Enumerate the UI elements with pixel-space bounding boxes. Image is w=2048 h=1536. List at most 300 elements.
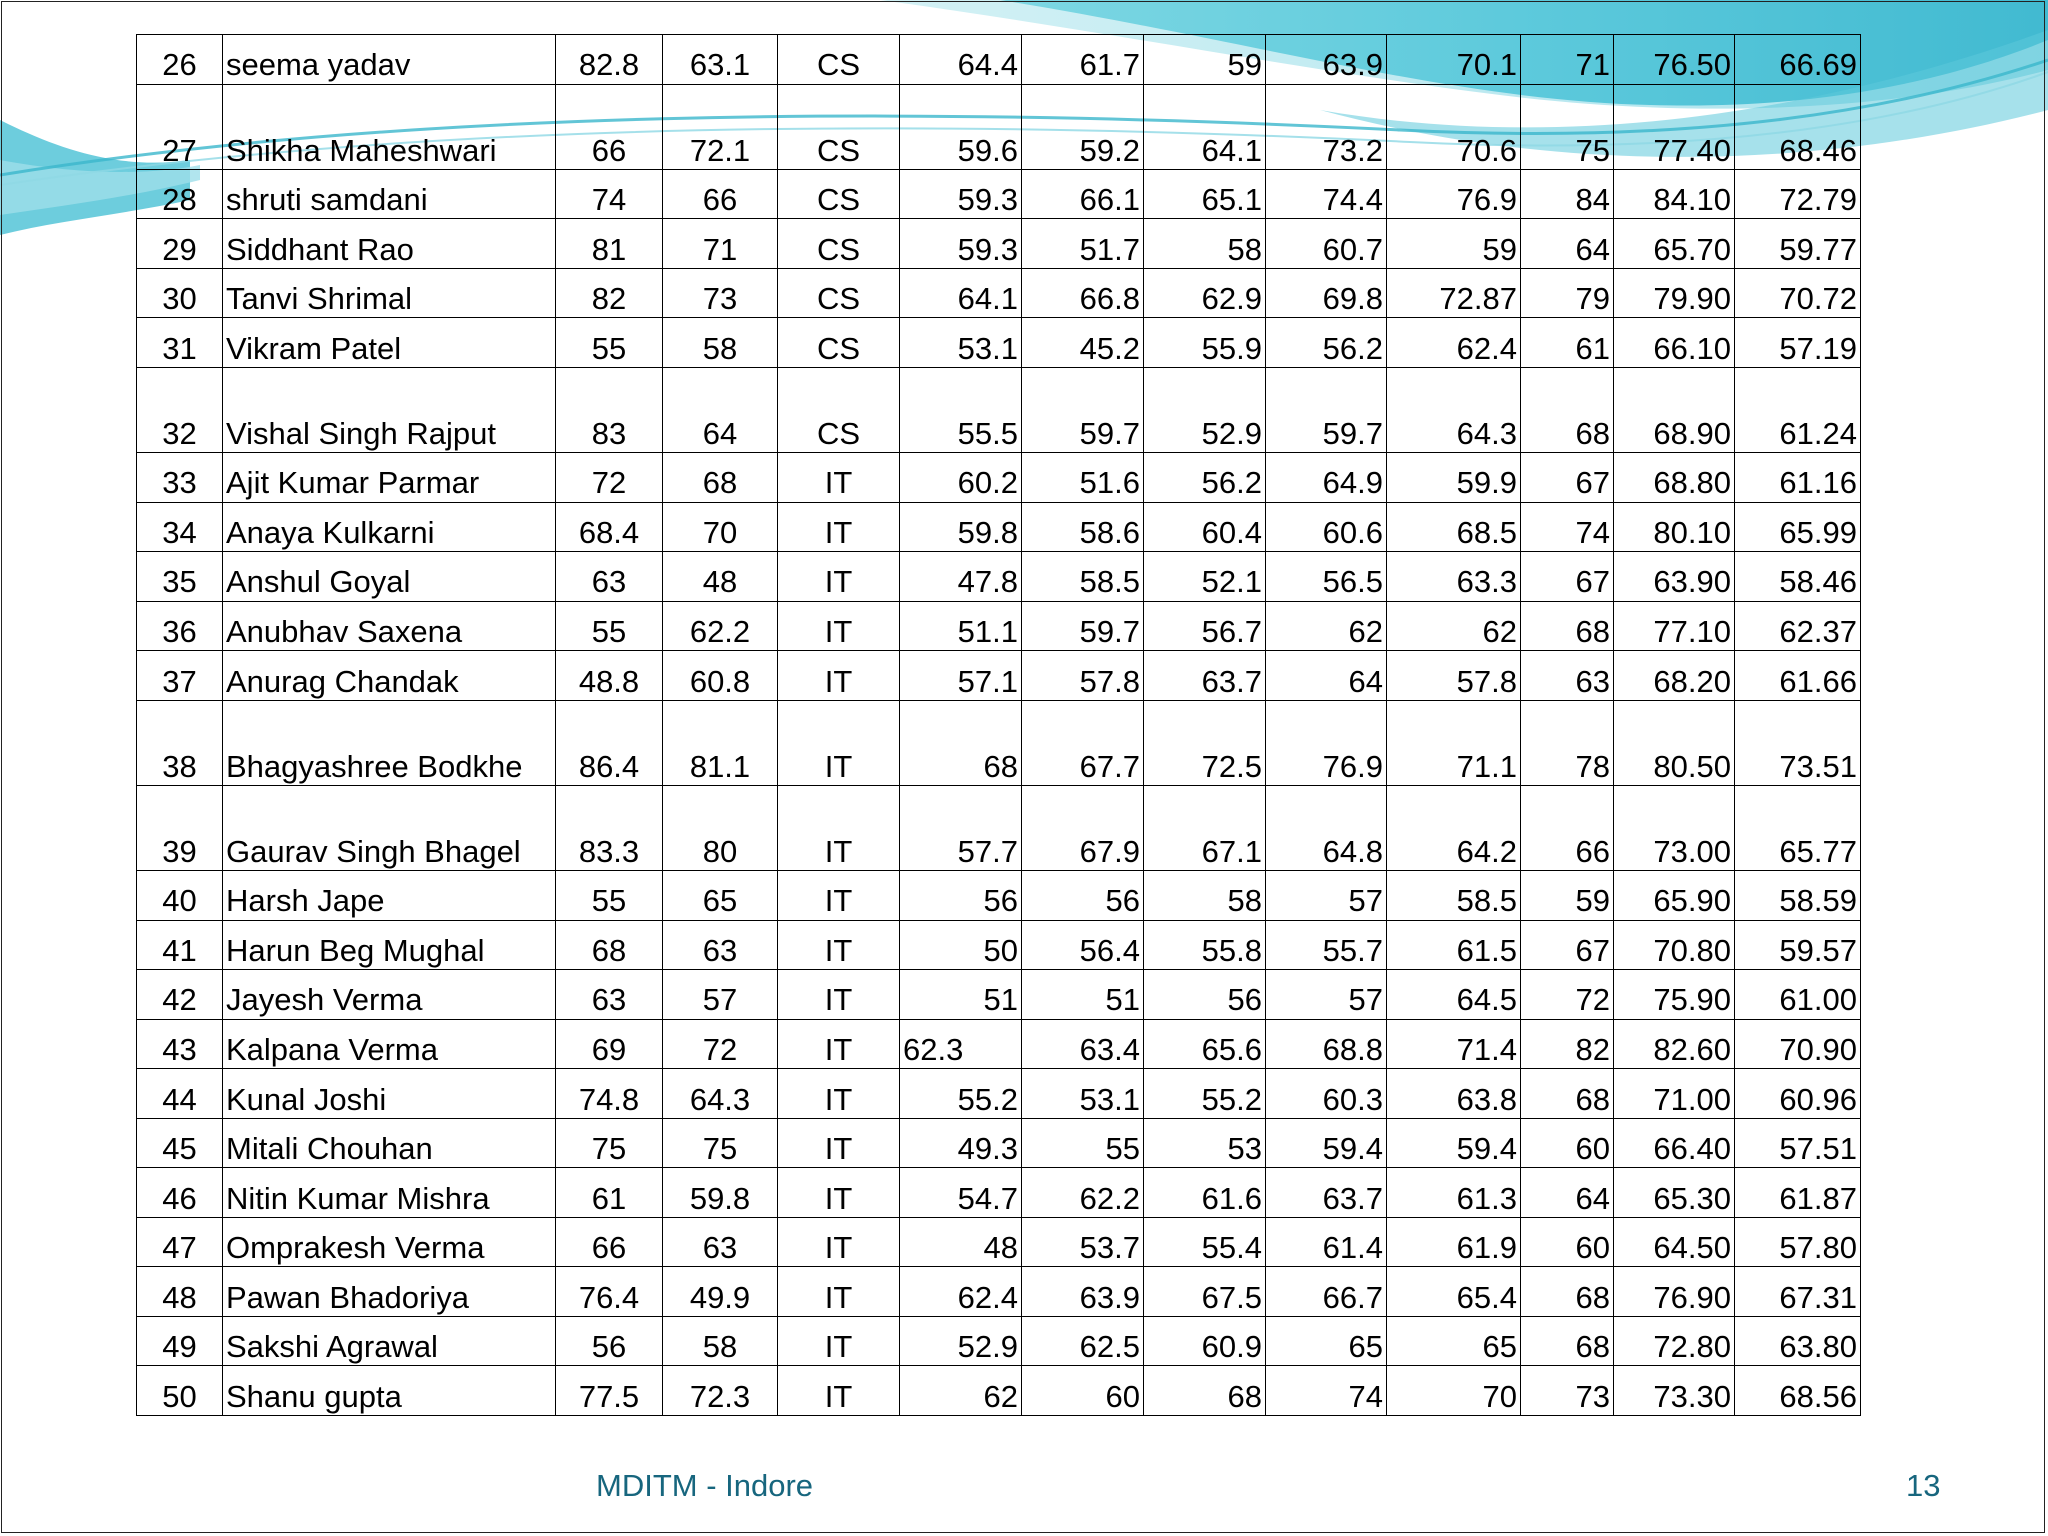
cell-ssc: 81: [556, 219, 663, 269]
cell-sem1: 57.1: [900, 651, 1022, 701]
cell-sem2: 57.8: [1022, 651, 1144, 701]
cell-serial-no: 28: [137, 169, 223, 219]
cell-ssc: 83.3: [556, 785, 663, 870]
cell-sem5: 68.5: [1387, 502, 1521, 552]
cell-sem1: 62.3: [900, 1019, 1022, 1069]
cell-sem1: 55.2: [900, 1069, 1022, 1119]
cell-ssc: 76.4: [556, 1267, 663, 1317]
table-row: [137, 318, 1861, 368]
cell-sem4: 65: [1266, 1316, 1387, 1366]
cell-student-name: seema yadav: [223, 35, 556, 85]
cell-sem7: 70.80: [1614, 920, 1735, 970]
cell-sem2: 59.7: [1022, 367, 1144, 452]
table-row: [137, 601, 1861, 651]
cell-aggregate: 63.80: [1735, 1316, 1861, 1366]
cell-student-name: Gaurav Singh Bhagel: [223, 785, 556, 870]
cell-sem6: 60: [1521, 1217, 1614, 1267]
cell-sem4: 64.9: [1266, 453, 1387, 503]
cell-sem4: 60.6: [1266, 502, 1387, 552]
cell-sem3: 59: [1144, 35, 1266, 85]
cell-sem4: 66.7: [1266, 1267, 1387, 1317]
cell-sem6: 61: [1521, 318, 1614, 368]
cell-branch: CS: [778, 318, 900, 368]
cell-sem5: 65: [1387, 1316, 1521, 1366]
cell-sem7: 76.50: [1614, 35, 1735, 85]
cell-sem1: 56: [900, 871, 1022, 921]
cell-serial-no: 29: [137, 219, 223, 269]
cell-serial-no: 40: [137, 871, 223, 921]
cell-student-name: Ajit Kumar Parmar: [223, 453, 556, 503]
cell-sem6: 68: [1521, 601, 1614, 651]
cell-ssc: 83: [556, 367, 663, 452]
cell-aggregate: 72.79: [1735, 169, 1861, 219]
cell-branch: CS: [778, 219, 900, 269]
cell-hsc: 58: [663, 318, 778, 368]
cell-sem3: 55.8: [1144, 920, 1266, 970]
cell-sem2: 56: [1022, 871, 1144, 921]
cell-sem4: 63.7: [1266, 1168, 1387, 1218]
cell-sem5: 70.6: [1387, 84, 1521, 169]
cell-sem1: 50: [900, 920, 1022, 970]
cell-sem7: 77.40: [1614, 84, 1735, 169]
cell-hsc: 71: [663, 219, 778, 269]
cell-sem2: 62.2: [1022, 1168, 1144, 1218]
cell-sem3: 72.5: [1144, 700, 1266, 785]
cell-sem6: 68: [1521, 1316, 1614, 1366]
cell-student-name: Anaya Kulkarni: [223, 502, 556, 552]
cell-branch: CS: [778, 35, 900, 85]
cell-aggregate: 67.31: [1735, 1267, 1861, 1317]
cell-sem3: 63.7: [1144, 651, 1266, 701]
cell-sem7: 73.30: [1614, 1366, 1735, 1416]
cell-sem5: 62.4: [1387, 318, 1521, 368]
table-row: [137, 552, 1861, 602]
cell-student-name: Anshul Goyal: [223, 552, 556, 602]
table-row: [137, 970, 1861, 1020]
table-row: [137, 1118, 1861, 1168]
cell-sem7: 66.10: [1614, 318, 1735, 368]
cell-sem1: 55.5: [900, 367, 1022, 452]
cell-ssc: 74.8: [556, 1069, 663, 1119]
cell-sem7: 79.90: [1614, 268, 1735, 318]
cell-serial-no: 44: [137, 1069, 223, 1119]
cell-sem6: 74: [1521, 502, 1614, 552]
cell-sem1: 62.4: [900, 1267, 1022, 1317]
table-row: [137, 1267, 1861, 1317]
cell-serial-no: 36: [137, 601, 223, 651]
cell-sem3: 65.1: [1144, 169, 1266, 219]
cell-sem5: 65.4: [1387, 1267, 1521, 1317]
cell-sem1: 53.1: [900, 318, 1022, 368]
cell-sem6: 73: [1521, 1366, 1614, 1416]
cell-sem7: 68.80: [1614, 453, 1735, 503]
cell-hsc: 70: [663, 502, 778, 552]
cell-serial-no: 49: [137, 1316, 223, 1366]
cell-sem5: 61.9: [1387, 1217, 1521, 1267]
cell-sem6: 82: [1521, 1019, 1614, 1069]
cell-sem6: 72: [1521, 970, 1614, 1020]
cell-hsc: 68: [663, 453, 778, 503]
cell-ssc: 66: [556, 1217, 663, 1267]
table-row: [137, 785, 1861, 870]
cell-sem3: 58: [1144, 219, 1266, 269]
table-row: [137, 219, 1861, 269]
cell-student-name: Vikram Patel: [223, 318, 556, 368]
cell-ssc: 86.4: [556, 700, 663, 785]
cell-sem7: 65.70: [1614, 219, 1735, 269]
cell-branch: IT: [778, 700, 900, 785]
cell-sem2: 59.7: [1022, 601, 1144, 651]
cell-sem7: 68.90: [1614, 367, 1735, 452]
footer-institute: MDITM - Indore: [596, 1468, 814, 1503]
cell-sem7: 65.30: [1614, 1168, 1735, 1218]
cell-sem3: 53: [1144, 1118, 1266, 1168]
grades-table: [136, 34, 1861, 1416]
cell-ssc: 63: [556, 552, 663, 602]
cell-sem4: 59.7: [1266, 367, 1387, 452]
cell-student-name: Anurag Chandak: [223, 651, 556, 701]
cell-sem1: 54.7: [900, 1168, 1022, 1218]
cell-sem3: 68: [1144, 1366, 1266, 1416]
cell-sem3: 60.4: [1144, 502, 1266, 552]
cell-sem7: 76.90: [1614, 1267, 1735, 1317]
cell-hsc: 66: [663, 169, 778, 219]
cell-branch: IT: [778, 1168, 900, 1218]
cell-sem5: 63.3: [1387, 552, 1521, 602]
cell-sem3: 65.6: [1144, 1019, 1266, 1069]
cell-ssc: 82: [556, 268, 663, 318]
cell-sem6: 71: [1521, 35, 1614, 85]
cell-ssc: 55: [556, 601, 663, 651]
cell-branch: IT: [778, 552, 900, 602]
cell-sem4: 74.4: [1266, 169, 1387, 219]
cell-sem4: 74: [1266, 1366, 1387, 1416]
cell-student-name: Vishal Singh Rajput: [223, 367, 556, 452]
cell-sem2: 51.7: [1022, 219, 1144, 269]
cell-sem1: 64.4: [900, 35, 1022, 85]
cell-sem2: 58.5: [1022, 552, 1144, 602]
cell-hsc: 72.3: [663, 1366, 778, 1416]
cell-sem4: 56.5: [1266, 552, 1387, 602]
cell-sem2: 62.5: [1022, 1316, 1144, 1366]
cell-aggregate: 57.51: [1735, 1118, 1861, 1168]
cell-hsc: 63: [663, 1217, 778, 1267]
cell-serial-no: 50: [137, 1366, 223, 1416]
cell-ssc: 72: [556, 453, 663, 503]
cell-sem2: 63.9: [1022, 1267, 1144, 1317]
cell-sem1: 59.3: [900, 219, 1022, 269]
cell-sem6: 59: [1521, 871, 1614, 921]
cell-sem7: 71.00: [1614, 1069, 1735, 1119]
cell-sem4: 57: [1266, 871, 1387, 921]
page-number: 13: [1906, 1468, 1941, 1503]
table-row: [137, 84, 1861, 169]
cell-ssc: 55: [556, 318, 663, 368]
cell-sem5: 64.5: [1387, 970, 1521, 1020]
cell-student-name: Mitali Chouhan: [223, 1118, 556, 1168]
table-row: [137, 871, 1861, 921]
cell-sem1: 51: [900, 970, 1022, 1020]
cell-sem7: 63.90: [1614, 552, 1735, 602]
cell-branch: IT: [778, 970, 900, 1020]
cell-sem5: 59.4: [1387, 1118, 1521, 1168]
cell-sem3: 62.9: [1144, 268, 1266, 318]
table-row: [137, 920, 1861, 970]
cell-student-name: shruti samdani: [223, 169, 556, 219]
cell-sem2: 53.7: [1022, 1217, 1144, 1267]
cell-hsc: 65: [663, 871, 778, 921]
cell-aggregate: 61.16: [1735, 453, 1861, 503]
cell-sem4: 68.8: [1266, 1019, 1387, 1069]
cell-sem6: 68: [1521, 1267, 1614, 1317]
cell-sem7: 68.20: [1614, 651, 1735, 701]
cell-ssc: 75: [556, 1118, 663, 1168]
cell-branch: IT: [778, 1069, 900, 1119]
cell-branch: IT: [778, 502, 900, 552]
cell-sem2: 51: [1022, 970, 1144, 1020]
cell-sem4: 61.4: [1266, 1217, 1387, 1267]
cell-student-name: Shikha Maheshwari: [223, 84, 556, 169]
cell-serial-no: 38: [137, 700, 223, 785]
cell-sem6: 68: [1521, 1069, 1614, 1119]
grades-table-body: [137, 35, 1861, 1416]
cell-student-name: Anubhav Saxena: [223, 601, 556, 651]
cell-hsc: 48: [663, 552, 778, 602]
cell-aggregate: 60.96: [1735, 1069, 1861, 1119]
cell-student-name: Harun Beg Mughal: [223, 920, 556, 970]
cell-sem2: 58.6: [1022, 502, 1144, 552]
cell-aggregate: 65.99: [1735, 502, 1861, 552]
cell-sem3: 56: [1144, 970, 1266, 1020]
cell-serial-no: 27: [137, 84, 223, 169]
cell-serial-no: 48: [137, 1267, 223, 1317]
cell-hsc: 49.9: [663, 1267, 778, 1317]
cell-hsc: 73: [663, 268, 778, 318]
table-row: [137, 700, 1861, 785]
cell-sem1: 48: [900, 1217, 1022, 1267]
cell-ssc: 68: [556, 920, 663, 970]
cell-ssc: 69: [556, 1019, 663, 1069]
cell-hsc: 64.3: [663, 1069, 778, 1119]
cell-sem1: 59.6: [900, 84, 1022, 169]
cell-serial-no: 45: [137, 1118, 223, 1168]
cell-sem1: 60.2: [900, 453, 1022, 503]
cell-hsc: 64: [663, 367, 778, 452]
cell-sem3: 61.6: [1144, 1168, 1266, 1218]
cell-sem6: 79: [1521, 268, 1614, 318]
cell-student-name: Omprakesh Verma: [223, 1217, 556, 1267]
cell-aggregate: 61.87: [1735, 1168, 1861, 1218]
table-row: [137, 1316, 1861, 1366]
cell-sem6: 67: [1521, 453, 1614, 503]
cell-sem7: 65.90: [1614, 871, 1735, 921]
cell-student-name: Jayesh Verma: [223, 970, 556, 1020]
cell-serial-no: 34: [137, 502, 223, 552]
cell-serial-no: 47: [137, 1217, 223, 1267]
cell-sem4: 76.9: [1266, 700, 1387, 785]
cell-sem3: 55.2: [1144, 1069, 1266, 1119]
cell-ssc: 56: [556, 1316, 663, 1366]
table-row: [137, 1019, 1861, 1069]
cell-branch: IT: [778, 920, 900, 970]
cell-serial-no: 46: [137, 1168, 223, 1218]
cell-sem5: 61.5: [1387, 920, 1521, 970]
table-row: [137, 169, 1861, 219]
cell-aggregate: 61.00: [1735, 970, 1861, 1020]
cell-aggregate: 61.66: [1735, 651, 1861, 701]
cell-sem6: 67: [1521, 552, 1614, 602]
cell-sem7: 82.60: [1614, 1019, 1735, 1069]
cell-hsc: 63.1: [663, 35, 778, 85]
cell-branch: IT: [778, 1019, 900, 1069]
cell-sem5: 61.3: [1387, 1168, 1521, 1218]
table-row: [137, 502, 1861, 552]
cell-sem3: 67.1: [1144, 785, 1266, 870]
cell-hsc: 63: [663, 920, 778, 970]
cell-sem5: 64.3: [1387, 367, 1521, 452]
cell-student-name: Tanvi Shrimal: [223, 268, 556, 318]
cell-sem4: 64.8: [1266, 785, 1387, 870]
cell-sem3: 60.9: [1144, 1316, 1266, 1366]
cell-aggregate: 57.80: [1735, 1217, 1861, 1267]
cell-sem5: 71.1: [1387, 700, 1521, 785]
cell-serial-no: 31: [137, 318, 223, 368]
cell-sem6: 75: [1521, 84, 1614, 169]
cell-aggregate: 58.59: [1735, 871, 1861, 921]
cell-sem4: 64: [1266, 651, 1387, 701]
cell-sem4: 59.4: [1266, 1118, 1387, 1168]
cell-sem4: 60.3: [1266, 1069, 1387, 1119]
cell-sem4: 60.7: [1266, 219, 1387, 269]
cell-hsc: 72: [663, 1019, 778, 1069]
cell-hsc: 59.8: [663, 1168, 778, 1218]
cell-serial-no: 33: [137, 453, 223, 503]
cell-sem2: 66.8: [1022, 268, 1144, 318]
table-row: [137, 1168, 1861, 1218]
cell-sem1: 49.3: [900, 1118, 1022, 1168]
cell-student-name: Bhagyashree Bodkhe: [223, 700, 556, 785]
cell-student-name: Sakshi Agrawal: [223, 1316, 556, 1366]
cell-aggregate: 62.37: [1735, 601, 1861, 651]
table-row: [137, 651, 1861, 701]
cell-sem1: 52.9: [900, 1316, 1022, 1366]
cell-ssc: 74: [556, 169, 663, 219]
table-row: [137, 453, 1861, 503]
cell-sem7: 77.10: [1614, 601, 1735, 651]
cell-serial-no: 32: [137, 367, 223, 452]
cell-branch: IT: [778, 785, 900, 870]
cell-ssc: 48.8: [556, 651, 663, 701]
cell-serial-no: 39: [137, 785, 223, 870]
cell-hsc: 81.1: [663, 700, 778, 785]
cell-serial-no: 43: [137, 1019, 223, 1069]
cell-student-name: Kalpana Verma: [223, 1019, 556, 1069]
cell-branch: CS: [778, 268, 900, 318]
cell-sem3: 55.4: [1144, 1217, 1266, 1267]
cell-sem6: 64: [1521, 1168, 1614, 1218]
cell-aggregate: 70.72: [1735, 268, 1861, 318]
cell-sem1: 51.1: [900, 601, 1022, 651]
cell-hsc: 58: [663, 1316, 778, 1366]
cell-student-name: Nitin Kumar Mishra: [223, 1168, 556, 1218]
cell-aggregate: 65.77: [1735, 785, 1861, 870]
cell-sem4: 55.7: [1266, 920, 1387, 970]
cell-ssc: 63: [556, 970, 663, 1020]
cell-sem3: 64.1: [1144, 84, 1266, 169]
cell-student-name: Siddhant Rao: [223, 219, 556, 269]
cell-sem1: 59.8: [900, 502, 1022, 552]
cell-serial-no: 30: [137, 268, 223, 318]
cell-sem3: 56.7: [1144, 601, 1266, 651]
cell-branch: IT: [778, 453, 900, 503]
table-row: [137, 1069, 1861, 1119]
cell-sem2: 53.1: [1022, 1069, 1144, 1119]
cell-sem2: 67.7: [1022, 700, 1144, 785]
cell-branch: IT: [778, 871, 900, 921]
cell-sem6: 68: [1521, 367, 1614, 452]
cell-serial-no: 35: [137, 552, 223, 602]
cell-sem5: 64.2: [1387, 785, 1521, 870]
cell-serial-no: 42: [137, 970, 223, 1020]
cell-sem3: 52.9: [1144, 367, 1266, 452]
cell-sem7: 64.50: [1614, 1217, 1735, 1267]
cell-sem6: 66: [1521, 785, 1614, 870]
cell-sem5: 59: [1387, 219, 1521, 269]
cell-sem3: 56.2: [1144, 453, 1266, 503]
cell-student-name: Harsh Jape: [223, 871, 556, 921]
cell-branch: CS: [778, 169, 900, 219]
table-row: [137, 1366, 1861, 1416]
cell-aggregate: 68.56: [1735, 1366, 1861, 1416]
cell-sem2: 55: [1022, 1118, 1144, 1168]
cell-aggregate: 61.24: [1735, 367, 1861, 452]
cell-branch: IT: [778, 651, 900, 701]
cell-hsc: 80: [663, 785, 778, 870]
cell-sem3: 58: [1144, 871, 1266, 921]
cell-sem5: 57.8: [1387, 651, 1521, 701]
cell-sem7: 66.40: [1614, 1118, 1735, 1168]
cell-branch: IT: [778, 601, 900, 651]
cell-sem7: 75.90: [1614, 970, 1735, 1020]
cell-serial-no: 37: [137, 651, 223, 701]
cell-ssc: 55: [556, 871, 663, 921]
cell-hsc: 60.8: [663, 651, 778, 701]
cell-sem5: 70: [1387, 1366, 1521, 1416]
cell-sem7: 73.00: [1614, 785, 1735, 870]
cell-branch: IT: [778, 1316, 900, 1366]
cell-sem2: 59.2: [1022, 84, 1144, 169]
cell-sem7: 80.10: [1614, 502, 1735, 552]
table-row: [137, 367, 1861, 452]
table-row: [137, 268, 1861, 318]
cell-sem4: 57: [1266, 970, 1387, 1020]
cell-sem5: 72.87: [1387, 268, 1521, 318]
cell-aggregate: 59.57: [1735, 920, 1861, 970]
cell-sem4: 69.8: [1266, 268, 1387, 318]
cell-student-name: Shanu gupta: [223, 1366, 556, 1416]
cell-sem1: 64.1: [900, 268, 1022, 318]
cell-aggregate: 66.69: [1735, 35, 1861, 85]
cell-sem6: 60: [1521, 1118, 1614, 1168]
cell-sem1: 47.8: [900, 552, 1022, 602]
cell-sem4: 73.2: [1266, 84, 1387, 169]
cell-branch: IT: [778, 1366, 900, 1416]
cell-aggregate: 57.19: [1735, 318, 1861, 368]
cell-branch: CS: [778, 367, 900, 452]
cell-hsc: 75: [663, 1118, 778, 1168]
cell-sem4: 56.2: [1266, 318, 1387, 368]
cell-sem2: 51.6: [1022, 453, 1144, 503]
